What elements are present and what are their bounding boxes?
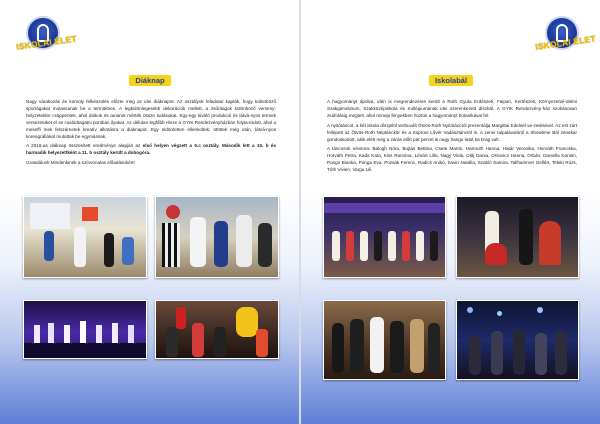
- photo-couple-dance: [456, 196, 579, 278]
- page-title: Iskolabál: [429, 75, 473, 86]
- result-paragraph: A 2018-as diáknap összesített eredménye alapján az első helyen végzett a 9.c osztály. Második lett a 10. b és harmadik helyezettként a 11. b osztály került a dobogóra.: [26, 143, 277, 156]
- photo-referee-group: [155, 196, 279, 278]
- article-body: [327, 99, 577, 177]
- paragraph: Nagy várakozás és komoly felkészülés előzte meg az idei diáknapot. Az osztályok feladatul kapták, hogy különböző sportágakat mutassanak be a termükben. A legkülönlegesebb dekorációk mellett, a zsűritagok különböző verseny-helyzetekbe csöppentek, ahol diákok és tanárok mérték össze tudásukat. Egy-egy kiváló produkció és látvá-nyos termek versezetüket el se csalódtagatni pontban ilyakat. Az délutan legfőbb része a GYIK Rendezvényházban folyta-tódott, ahol a meseffi mek felszárnetek kreatív alkotásra a diáknapot. Egy eldöntetten ellenkoltek; ütöttek még után, látvá-nyos koreográfiákat mutattak be egymásnak.: [26, 99, 276, 139]
- paragraph: A hagyományt ápolva, idén is megrendezésre került a Roth Gyula Erdészeti, Faipari, Kertészeti, Környezetvé-delmi Szakgimnázium, Szakközépiskola és Kollégiumának idei szerenkezett díszbál. A GYIK Rendezvény-ház szokásosan zsúfolásig megtelt, ahol ünnepi fényekben hoztuk a hagyományt botanikával fel.: [327, 99, 577, 118]
- school-life-logo: [15, 14, 78, 58]
- paragraph: A nyitótáncot, a két iskola díszjelöl verbuvált Ötvös-Roth Nyitótánctól prezentálja Margittai Edelnél ve-zetésével. Az est zárt fellépett az Ötvös-Roth Néptánckör és a Soproni Lővér Vadásztánctól is. A zenei talpalávalóról a Showtime Bál zenekar gondoskodott, akik elétt még a zárás előtt pár percel is nagy hangu-latot ka brag vult.: [327, 122, 577, 142]
- closing-paragraph: Gratulálunk Mindenkinek a színvonalas előadásokért!: [26, 160, 135, 166]
- photo-costume-show: [155, 300, 279, 359]
- photo-folk-dance-group: [323, 196, 446, 278]
- page-title: Diáknap: [129, 75, 170, 86]
- photo-ball-guests: [323, 300, 446, 380]
- photo-sports-demo: [23, 196, 147, 278]
- paragraph: A táncosok névsora: Balogh Nóra, Bujtás Bettina, Csete Martin, Harmuth Hanna, Határ Veronika, Horváth Franciska, Horváth Petra, Kada Kata, Kiss Ramóna, Lénárt Lilla, Nagy Viola, Oláj Dania, Orsovicz Hanna, Orbán, Daniella Karolin, Pongo Bianka, Ponga Eva, Pozsák Ferenc, Radics Anikó, Savin Natália, Szabló Samira, Tallhammer Gellért, Teleki Rózs, Tóth Vivien, Vargu Lili.: [327, 146, 577, 173]
- photo-stage-dance: [23, 300, 147, 359]
- right-page: [301, 0, 600, 424]
- logo-text: ISKOLAI ÉLET: [15, 33, 78, 52]
- logo-text: ISKOLAI ÉLET: [534, 33, 597, 52]
- photo-dance-floor: [456, 300, 579, 380]
- school-life-logo: [534, 14, 597, 58]
- article-body: [26, 99, 276, 170]
